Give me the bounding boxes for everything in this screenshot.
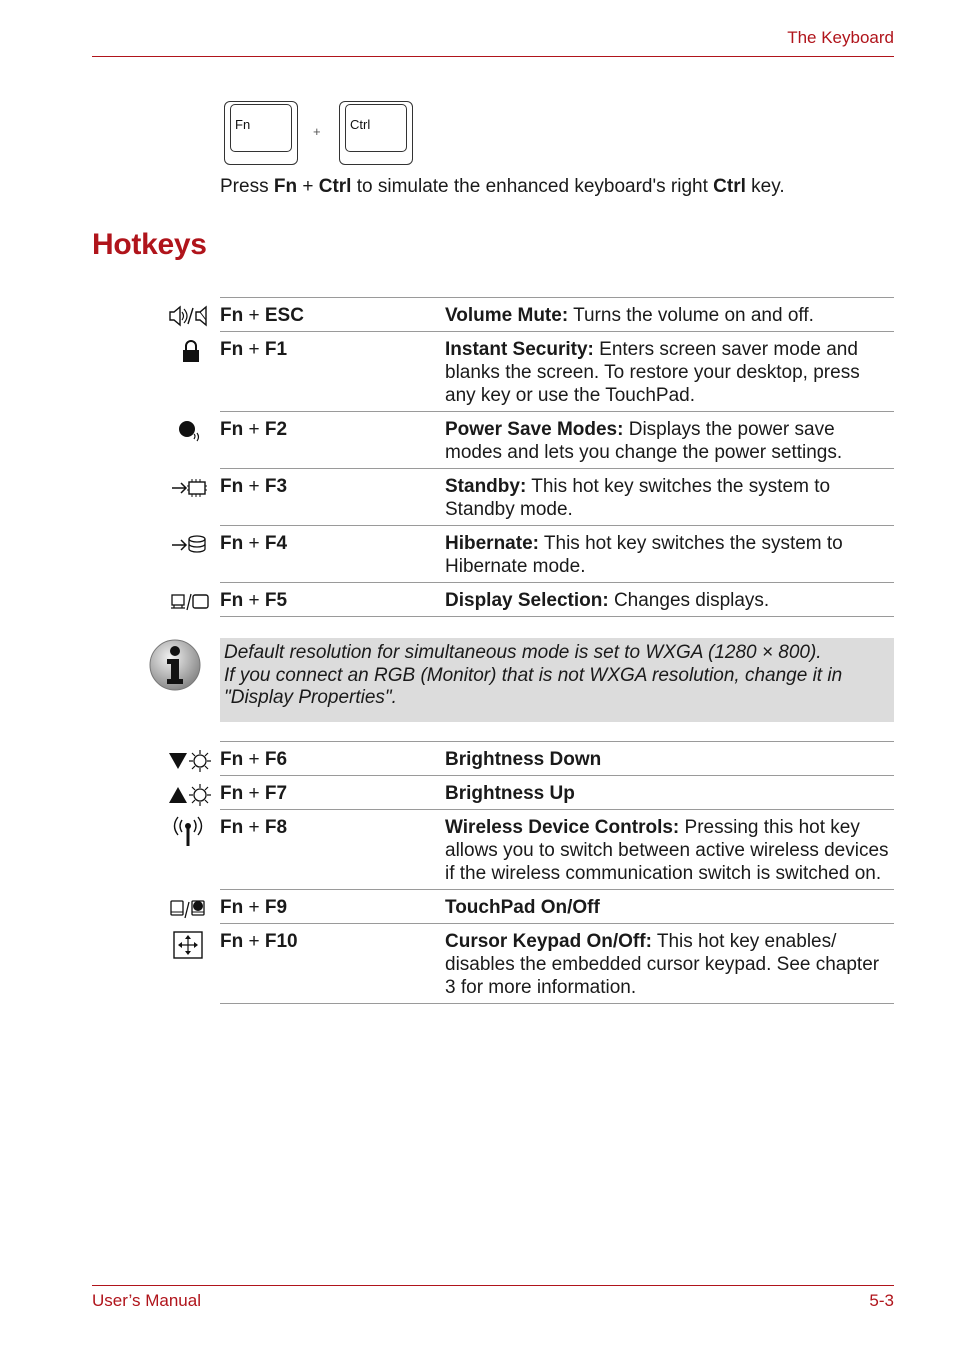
hotkey-description — [445, 304, 894, 327]
intro-paragraph: Press Fn + Ctrl to simulate the enhanced keyboard's right Ctrl key. — [220, 176, 785, 197]
plus-label: + — [243, 339, 265, 360]
hotkey-title: Standby: — [445, 476, 527, 497]
hotkey-row-f8 — [220, 810, 894, 890]
hotkey-text: This hot key switches the system to Standby mode. — [445, 476, 831, 520]
key-label: ESC — [264, 305, 304, 326]
hibernate-icon — [168, 532, 216, 560]
hotkey-combo — [220, 304, 304, 327]
hotkey-description — [445, 475, 894, 521]
key-label: F5 — [264, 590, 288, 611]
plus-label: + — [243, 533, 265, 554]
key-label: F4 — [264, 533, 288, 554]
hotkey-combo — [220, 418, 287, 441]
hotkey-text: This hot key switches the system to Hibernate mode. — [445, 533, 843, 577]
hotkey-table-1 — [220, 297, 894, 617]
fn-label: Fn — [220, 590, 244, 611]
ctrl-key-label: Ctrl — [350, 117, 371, 132]
hotkey-description — [445, 896, 894, 919]
fn-label: Fn — [220, 476, 244, 497]
standby-icon — [168, 475, 216, 503]
hotkey-table-2 — [220, 741, 894, 1004]
hotkey-title: Volume Mute: — [445, 305, 569, 326]
section-heading: Hotkeys — [92, 228, 207, 261]
hotkey-combo — [220, 930, 298, 953]
fn-label: Fn — [220, 339, 244, 360]
hotkey-description — [445, 418, 894, 464]
note-line-2: If you connect an RGB (Monitor) that is not WXGA resolution, change it in "Display Properties". — [224, 664, 843, 708]
hotkey-description — [445, 782, 894, 805]
plus-label: + — [243, 749, 265, 770]
hotkey-description — [445, 532, 894, 578]
fn-label: Fn — [220, 817, 244, 838]
hotkey-row-f3 — [220, 469, 894, 526]
hotkey-text: Changes displays. — [608, 590, 770, 611]
key-label: F9 — [264, 897, 288, 918]
hotkey-combo — [220, 782, 287, 805]
page-number: 5-3 — [869, 1291, 894, 1310]
hotkey-text: Enters screen saver mode and blanks the screen. To restore your desktop, press any key or use the TouchPad. — [445, 339, 860, 406]
hotkey-description — [445, 338, 894, 407]
plus-label: + — [243, 419, 265, 440]
fn-label: Fn — [220, 783, 244, 804]
fn-label: Fn — [220, 305, 244, 326]
hotkey-row-f7 — [220, 776, 894, 810]
key-label: F7 — [264, 783, 288, 804]
power-save-icon — [168, 418, 216, 446]
hotkey-description — [445, 748, 894, 771]
display-selection-icon — [168, 589, 216, 617]
fn-label: Fn — [220, 533, 244, 554]
hotkey-row-f10 — [220, 924, 894, 1004]
plus-label: + — [243, 817, 265, 838]
footer-rule — [92, 1285, 894, 1286]
hotkey-combo — [220, 532, 287, 555]
lock-icon — [168, 338, 216, 366]
touchpad-icon — [168, 896, 216, 924]
hotkey-title: Power Save Modes: — [445, 419, 624, 440]
hotkey-title: Brightness Up — [445, 783, 575, 804]
plus-label: + — [243, 590, 265, 611]
key-label: F8 — [264, 817, 288, 838]
hotkey-text: Turns the volume on and off. — [568, 305, 814, 326]
hotkey-title: Wireless Device Controls: — [445, 817, 680, 838]
hotkey-title: Hibernate: — [445, 533, 539, 554]
key-label: F2 — [264, 419, 288, 440]
key-label: F10 — [264, 931, 298, 952]
hotkey-title: Display Selection: — [445, 590, 609, 611]
volume-mute-icon — [168, 304, 216, 332]
fn-label: Fn — [220, 419, 244, 440]
header-rule — [92, 56, 894, 57]
brightness-up-icon — [168, 782, 216, 810]
hotkey-title: Instant Security: — [445, 339, 594, 360]
hotkey-row-f2 — [220, 412, 894, 469]
plus-label: + — [243, 897, 265, 918]
hotkey-description — [445, 930, 894, 999]
hotkey-row-f4 — [220, 526, 894, 583]
hotkey-row-f9 — [220, 890, 894, 924]
key-label: F3 — [264, 476, 288, 497]
hotkey-row-f1 — [220, 332, 894, 412]
fn-label: Fn — [220, 897, 244, 918]
note-line-1: Default resolution for simultaneous mode is set to WXGA (1280 × 800). — [224, 642, 822, 663]
hotkey-row-esc — [220, 298, 894, 332]
hotkey-row-f6 — [220, 742, 894, 776]
hotkey-description — [445, 589, 894, 612]
hotkey-combo — [220, 748, 287, 771]
hotkey-combo — [220, 816, 287, 839]
brightness-down-icon — [168, 748, 216, 776]
note-box — [220, 638, 894, 722]
hotkey-combo — [220, 589, 287, 612]
hotkey-title: TouchPad On/Off — [445, 897, 600, 918]
fn-label: Fn — [220, 749, 244, 770]
hotkey-combo — [220, 338, 287, 361]
plus-label: + — [243, 476, 265, 497]
plus-label: + — [243, 783, 265, 804]
hotkey-title: Cursor Keypad On/Off: — [445, 931, 652, 952]
ctrl-key-illustration — [339, 101, 413, 165]
hotkey-combo — [220, 475, 287, 498]
footer-manual-title: User’s Manual — [92, 1291, 201, 1310]
hotkey-description — [445, 816, 894, 885]
hotkey-text: Displays the power save modes and lets you change the power settings. — [445, 419, 843, 463]
hotkey-row-f5 — [220, 583, 894, 617]
running-header: The Keyboard — [787, 28, 894, 47]
hotkey-title: Brightness Down — [445, 749, 602, 770]
key-label: F6 — [264, 749, 288, 770]
plus-label: + — [243, 931, 265, 952]
plus-label: + — [243, 305, 265, 326]
fn-key-illustration — [224, 101, 298, 165]
key-label: F1 — [264, 339, 288, 360]
plus-sign: + — [313, 124, 321, 139]
cursor-keypad-icon — [168, 930, 216, 958]
fn-label: Fn — [220, 931, 244, 952]
wireless-icon — [168, 816, 216, 844]
hotkey-text: This hot key enables/ disables the embedded cursor keypad. See chapter 3 for more information. — [445, 931, 880, 998]
info-icon — [148, 638, 202, 692]
hotkey-text: Pressing this hot key allows you to switch between active wireless devices if the wireless communication switch is switched on. — [445, 817, 889, 884]
fn-key-label: Fn — [235, 117, 251, 132]
hotkey-combo — [220, 896, 287, 919]
